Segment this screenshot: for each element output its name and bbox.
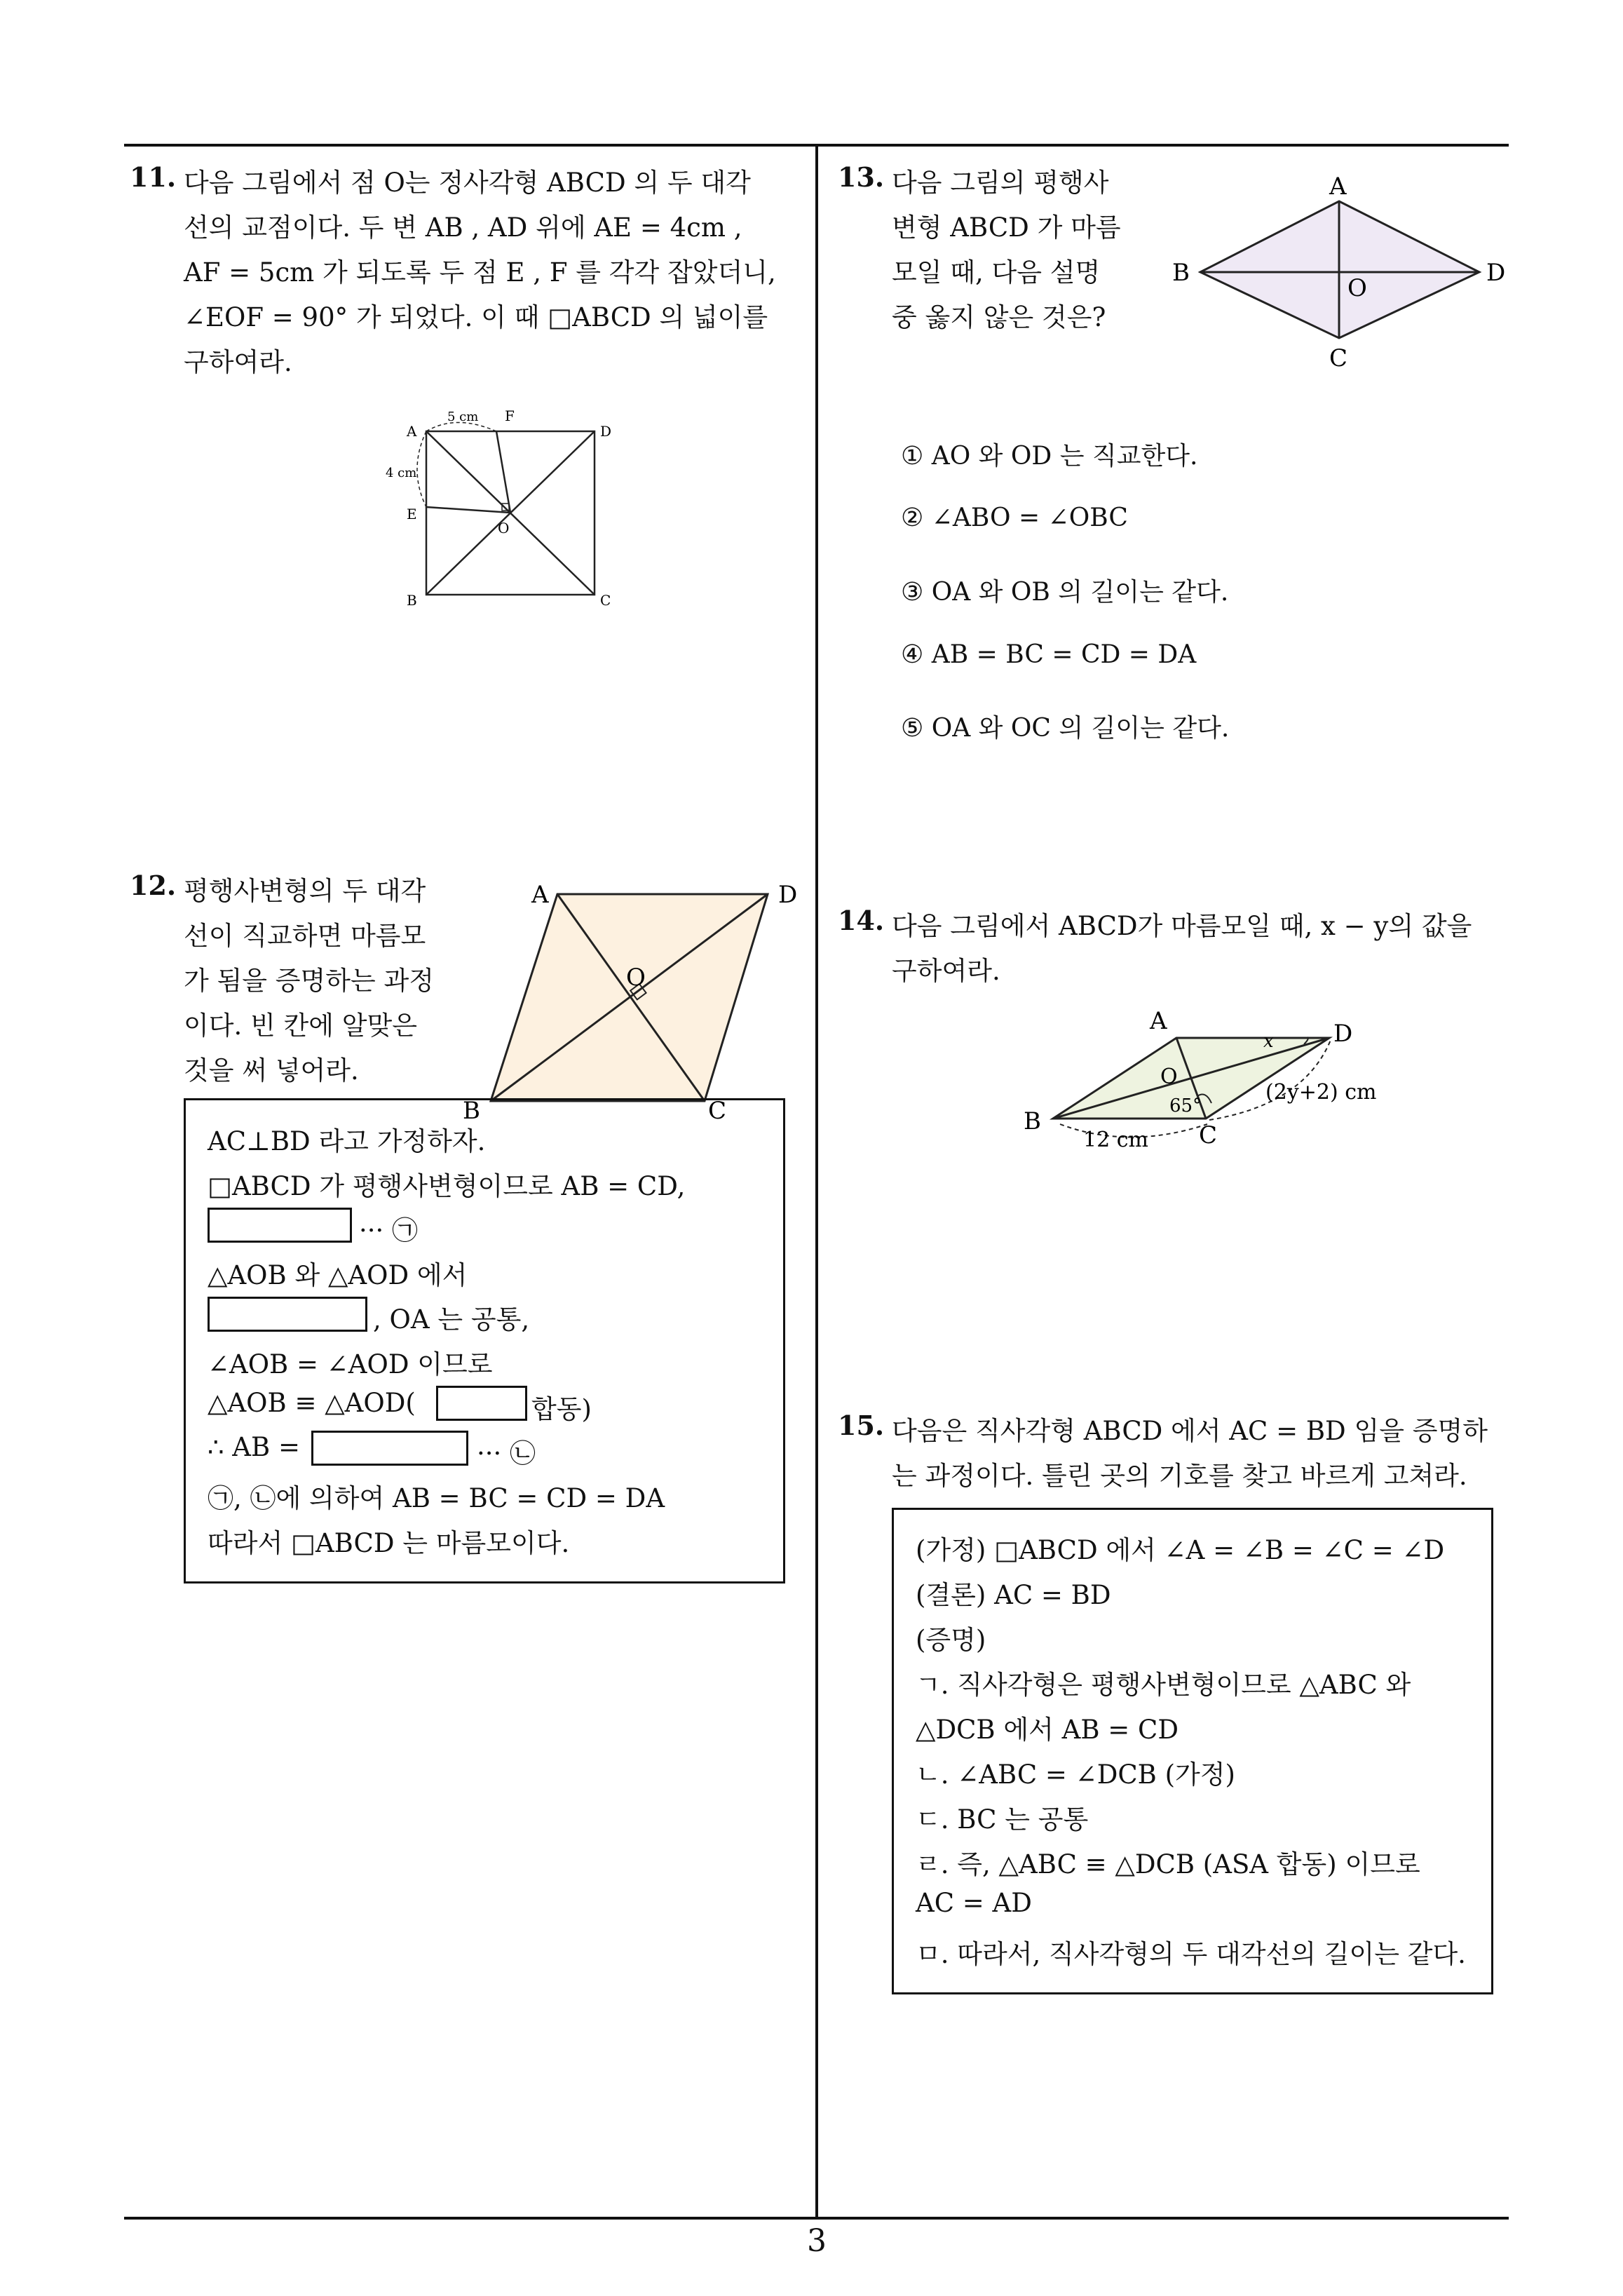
question-text-line: 구하여라. [892,956,1000,986]
proof-line: (결론) AC = BD [916,1580,1111,1610]
proof-line: □ABCD 가 평행사변형이므로 AB = CD, [208,1171,686,1201]
length-ae-label: 4 cm [386,466,417,480]
label-D: D [600,423,612,440]
question-text-line: 다음 그림에서 점 O는 정사각형 ABCD 의 두 대각 [184,168,751,198]
label-O: O [498,520,510,536]
label-A: A [1150,1007,1167,1035]
page-number: 3 [807,2223,827,2259]
label-C: C [708,1097,727,1125]
option-2[interactable]: ② ∠ABO = ∠OBC [901,504,1128,532]
answer-blank-4[interactable] [311,1431,468,1466]
figure-rhombus-q14 [1010,1006,1402,1161]
question-text-line: 것을 써 넣어라. [184,1055,359,1086]
proof-line: △DCB 에서 AB = CD [916,1715,1179,1745]
proof-line: △AOB ≡ △AOD( [208,1388,416,1418]
label-O: O [1160,1065,1178,1089]
question-text-line: 평행사변형의 두 대각 [184,876,426,906]
option-5[interactable]: ⑤ OA 와 OC 의 길이는 같다. [901,714,1230,743]
proof-line: ··· ㉠ [359,1215,419,1245]
label-C: C [1329,344,1348,372]
label-B: B [407,592,417,609]
proof-line: ··· ㉡ [477,1438,536,1468]
question-text-line: 중 옳지 않은 것은? [892,302,1106,332]
angle-label: 65° [1169,1095,1202,1116]
question-text-line: 는 과정이다. 틀린 곳의 기호를 찾고 바르게 고쳐라. [892,1461,1467,1491]
proof-line: 합동) [531,1394,592,1424]
question-number: 14. [838,905,885,936]
question-text-line: 선이 직교하면 마름모 [184,921,426,951]
label-B: B [1172,259,1190,287]
question-text-line: 다음 그림에서 ABCD가 마름모일 때, x − y의 값을 [892,911,1472,941]
label-O: O [1347,274,1367,302]
column-divider [815,145,818,2218]
label-x: x [1263,1031,1274,1052]
label-E: E [407,506,417,522]
answer-blank-3[interactable] [436,1386,527,1421]
label-B: B [463,1097,480,1125]
proof-line: ∠AOB = ∠AOD 이므로 [208,1349,493,1379]
answer-blank-1[interactable] [208,1208,352,1243]
question-number: 15. [838,1410,885,1441]
bottom-rule [124,2217,1509,2220]
label-A: A [1329,175,1347,201]
proof-line: ㅁ. 따라서, 직사각형의 두 대각선의 길이는 같다. [916,1939,1466,1969]
question-text-line: 이다. 빈 칸에 알맞은 [184,1011,417,1041]
question-text-line: AF = 5cm 가 되도록 두 점 E , F 를 각각 잡았더니, [184,257,776,288]
label-D: D [778,881,798,909]
proof-line: ㉠, ㉡에 의하여 AB = BC = CD = DA [208,1483,665,1513]
proof-line: AC = AD [916,1888,1032,1918]
question-text-line: 구하여라. [184,347,292,377]
question-number: 11. [130,161,177,193]
figure-parallelogram-q12 [456,873,820,1126]
proof-line: ㄴ. ∠ABC = ∠DCB (가정) [916,1760,1235,1790]
answer-blank-2[interactable] [208,1297,367,1332]
proof-line: 따라서 □ABCD 는 마름모이다. [208,1528,570,1558]
label-O: O [626,964,646,992]
proof-line: ㄹ. 즉, △ABC ≡ △DCB (ASA 합동) 이므로 [916,1849,1420,1879]
proof-line: ㄷ. BC 는 공통 [916,1804,1089,1835]
proof-line: △AOB 와 △AOD 에서 [208,1260,468,1290]
question-text-line: ∠EOF = 90° 가 되었다. 이 때 □ABCD 의 넓이를 [184,302,768,332]
label-D: D [1486,259,1506,287]
question-text-line: 모일 때, 다음 설명 [892,257,1101,288]
proof-line: , OA 는 공통, [373,1304,530,1335]
question-number: 12. [130,870,177,901]
option-4[interactable]: ④ AB = BC = CD = DA [901,640,1197,669]
question-text-line: 다음은 직사각형 ABCD 에서 AC = BD 임을 증명하 [892,1416,1488,1446]
proof-line: (가정) □ABCD 에서 ∠A = ∠B = ∠C = ∠D [916,1535,1445,1565]
figure-rhombus-q13 [1157,175,1521,379]
label-A: A [531,881,549,909]
question-text-line: 다음 그림의 평행사 [892,168,1109,198]
label-C: C [1199,1121,1218,1149]
length-cd-label: (2y+2) cm [1265,1080,1377,1105]
question-number: 13. [838,161,885,193]
proof-line: ㄱ. 직사각형은 평행사변형이므로 △ABC 와 [916,1670,1411,1700]
proof-line: AC⊥BD 라고 가정하자. [208,1126,486,1156]
proof-line: ∴ AB = [208,1432,300,1462]
label-B: B [1024,1107,1041,1135]
option-3[interactable]: ③ OA 와 OB 의 길이는 같다. [901,578,1229,607]
proof-line: (증명) [916,1625,986,1655]
length-bc-label: 12 cm [1083,1128,1148,1152]
label-C: C [600,592,611,609]
length-af-label: 5 cm [447,410,479,424]
question-text-line: 선의 교점이다. 두 변 AB , AD 위에 AE = 4cm , [184,212,742,243]
label-F: F [505,407,515,424]
option-1[interactable]: ① AO 와 OD 는 직교한다. [901,442,1198,471]
question-text-line: 가 됨을 증명하는 과정 [184,966,434,996]
question-text-line: 변형 ABCD 가 마름 [892,212,1121,243]
label-A: A [407,423,417,440]
figure-square-abcd [365,400,617,617]
label-D: D [1333,1020,1353,1048]
